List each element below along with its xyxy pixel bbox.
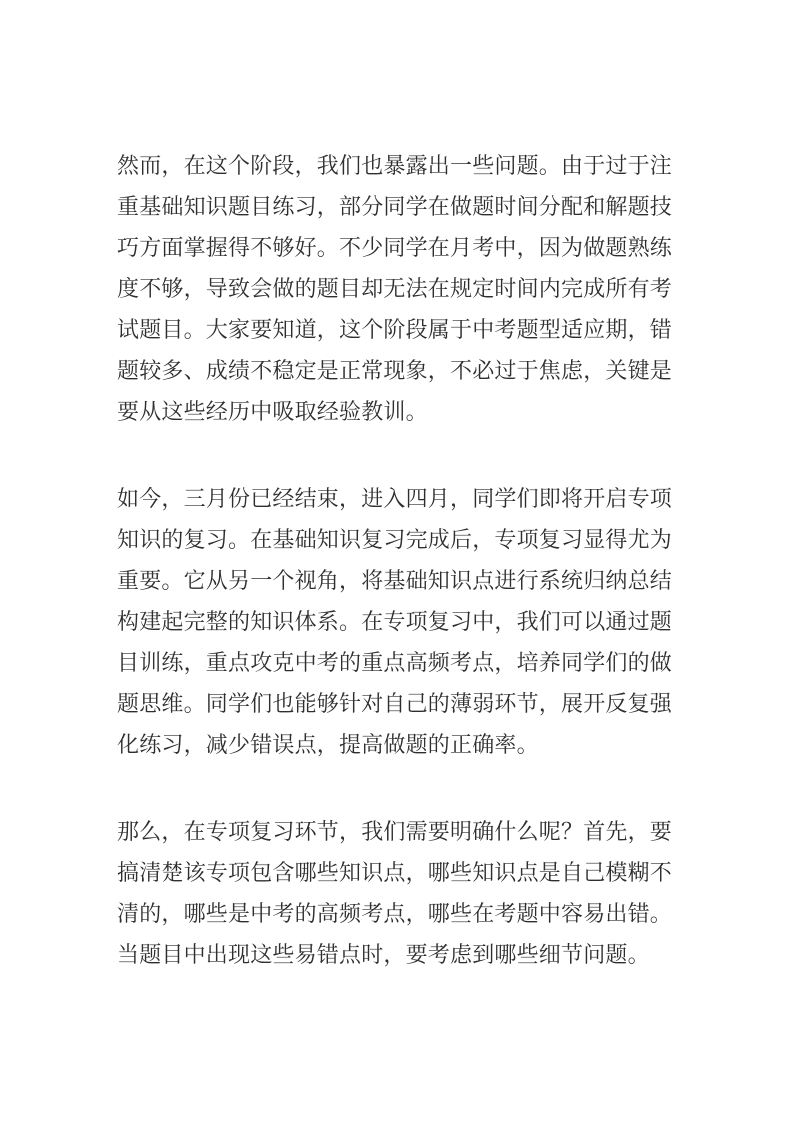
text-line: 那么，在专项复习环节，我们需要明确什么呢？首先，要 (117, 819, 673, 844)
text-line: 清的，哪些是中考的高频考点，哪些在考题中容易出错。 (117, 901, 673, 926)
text-line: 如今，三月份已经结束，进入四月，同学们即将开启专项 (117, 486, 673, 511)
paragraph-2 (117, 478, 673, 765)
text-line: 题思维。同学们也能够针对自己的薄弱环节，展开反复强 (117, 691, 673, 716)
text-line: 搞清楚该专项包含哪些知识点，哪些知识点是自己模糊不 (117, 860, 673, 885)
text-line: 化练习，减少错误点，提高做题的正确率。 (117, 732, 539, 757)
text-line: 重基础知识题目练习，部分同学在做题时间分配和解题技 (117, 194, 673, 219)
text-line: 目训练，重点攻克中考的重点高频考点，培养同学们的做 (117, 650, 673, 675)
text-line: 要从这些经历中吸取经验教训。 (117, 399, 428, 424)
text-line: 然而，在这个阶段，我们也暴露出一些问题。由于过于注 (117, 153, 673, 178)
text-line: 知识的复习。在基础知识复习完成后，专项复习显得尤为 (117, 527, 673, 552)
paragraph-1 (117, 145, 673, 432)
text-line: 巧方面掌握得不够好。不少同学在月考中，因为做题熟练 (117, 235, 673, 260)
text-line: 题较多、成绩不稳定是正常现象，不必过于焦虑，关键是 (117, 358, 673, 383)
text-line: 度不够，导致会做的题目却无法在规定时间内完成所有考 (117, 276, 673, 301)
text-line: 试题目。大家要知道，这个阶段属于中考题型适应期，错 (117, 317, 673, 342)
text-line: 当题目中出现这些易错点时，要考虑到哪些细节问题。 (117, 942, 650, 967)
document-body (117, 145, 673, 975)
paragraph-3 (117, 811, 673, 975)
text-line: 构建起完整的知识体系。在专项复习中，我们可以通过题 (117, 609, 673, 634)
text-line: 重要。它从另一个视角，将基础知识点进行系统归纳总结 (117, 568, 673, 593)
